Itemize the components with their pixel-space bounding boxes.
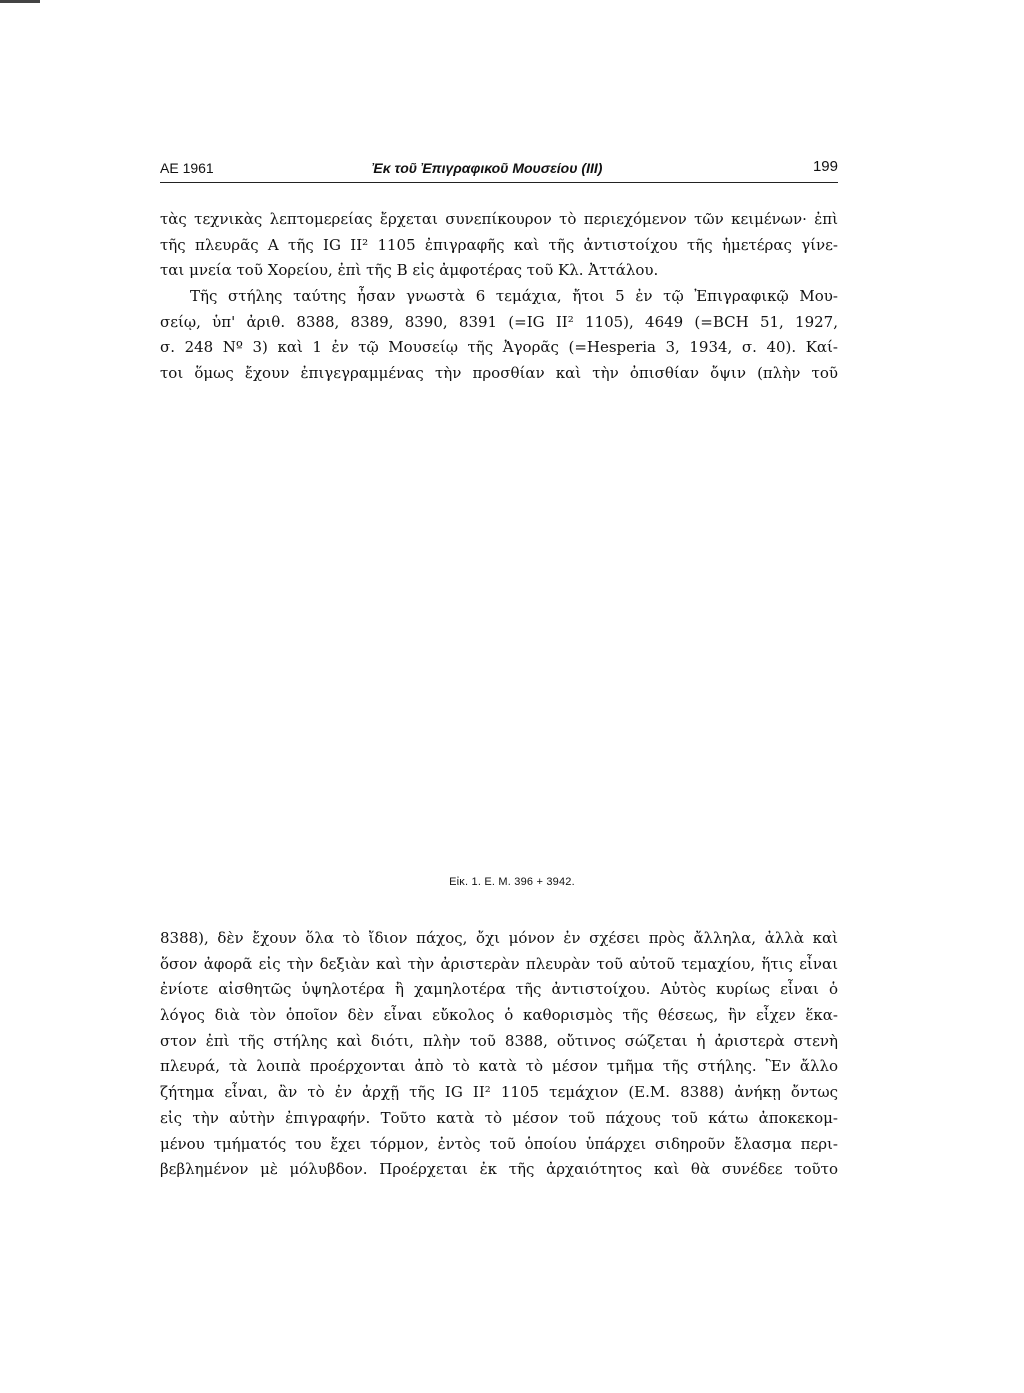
text-line: μένου τμήματός του ἔχει τόρμον, ἐντὸς τοῦ ὁποίου ὑπάρχει σιδηροῦν ἔλασμα περι- (160, 1134, 838, 1153)
text-line: εἰς τὴν αὐτὴν ἐπιγραφήν. Τοῦτο κατὰ τὸ μέσον τοῦ πάχους τοῦ κάτω ἀποκεκομ- (160, 1108, 838, 1127)
scan-edge-mark (0, 0, 40, 3)
text-line: τὰς τεχνικὰς λεπτομερείας ἔρχεται συνεπίκουρον τὸ περιεχόμενον τῶν κειμένων· ἐπὶ (160, 210, 838, 228)
text-line: ἐνίοτε αἰσθητῶς ὑψηλοτέρα ἢ χαμηλοτέρα τῆς ἀντιστοίχου. Αὐτὸς κυρίως εἶναι ὁ (160, 980, 838, 999)
text-line: σείῳ, ὑπ' ἀριθ. 8388, 8389, 8390, 8391 (=IG II² 1105), 4649 (=BCH 51, 1927, (160, 312, 838, 331)
text-line: στον ἐπὶ τῆς στήλης καὶ διότι, πλὴν τοῦ 8388, οὔτινος σώζεται ἡ ἀριστερὰ στενὴ (160, 1031, 838, 1050)
journal-volume: ΑΕ 1961 (160, 160, 214, 176)
lower-paragraph (160, 926, 838, 1183)
text-line: βεβλημένον μὲ μόλυβδον. Προέρχεται ἐκ τῆς ἀρχαιότητος καὶ θὰ συνέδεε τοῦτο (160, 1160, 838, 1179)
text-line: τοι ὅμως ἔχουν ἐπιγεγραμμένας τὴν προσθίαν καὶ τὴν ὀπισθίαν ὄψιν (πλὴν τοῦ (160, 364, 838, 383)
header-rule (160, 182, 838, 183)
text-line: Τῆς στήλης ταύτης ἦσαν γνωστὰ 6 τεμάχια, ἤτοι 5 ἐν τῷ Ἐπιγραφικῷ Μου- (190, 287, 838, 306)
text-line: λόγος διὰ τὸν ὁποῖον δὲν εἶναι εὔκολος ὁ καθορισμὸς τῆς θέσεως, ἣν εἶχεν ἕκα- (160, 1006, 838, 1025)
upper-paragraph (160, 207, 838, 387)
text-line: 8388), δὲν ἔχουν ὅλα τὸ ἴδιον πάχος, ὄχι μόνον ἐν σχέσει πρὸς ἄλληλα, ἀλλὰ καὶ (160, 929, 838, 947)
figure-image (0, 408, 1024, 870)
text-line: πλευρά, τὰ λοιπὰ προέρχονται ἀπὸ τὸ κατὰ τὸ μέσον τμῆμα τῆς στήλης. Ἓν ἄλλο (160, 1057, 838, 1076)
text-line: ζήτημα εἶναι, ἂν τὸ ἐν ἀρχῇ τῆς IG II² 1105 τεμάχιον (Ε.Μ. 8388) ἀνήκῃ ὄντως (160, 1083, 838, 1102)
figure-caption: Εἰκ. 1. Ε. Μ. 396 + 3942. (449, 876, 575, 888)
text-line: ται μνεία τοῦ Χορείου, ἐπὶ τῆς Β εἰς ἀμφοτέρας τοῦ Κλ. Ἀττάλου. (160, 261, 659, 280)
text-line: ὅσον ἀφορᾶ εἰς τὴν δεξιὰν καὶ τὴν ἀριστερὰν πλευρὰν τοῦ αὐτοῦ τεμαχίου, ἥτις εἶναι (160, 954, 838, 973)
text-line: τῆς πλευρᾶς Α τῆς IG II² 1105 ἐπιγραφῆς καὶ τῆς ἀντιστοίχου τῆς ἡμετέρας γίνε- (160, 235, 838, 254)
running-header (160, 158, 838, 180)
page-number: 199 (812, 158, 838, 175)
text-line: σ. 248 Nº 3) καὶ 1 ἐν τῷ Μουσείῳ τῆς Ἀγορᾶς (=Hesperia 3, 1934, σ. 40). Καί- (160, 338, 838, 357)
article-running-title: Ἐκ τοῦ Ἐπιγραφικοῦ Μουσείου (III) (372, 160, 603, 176)
